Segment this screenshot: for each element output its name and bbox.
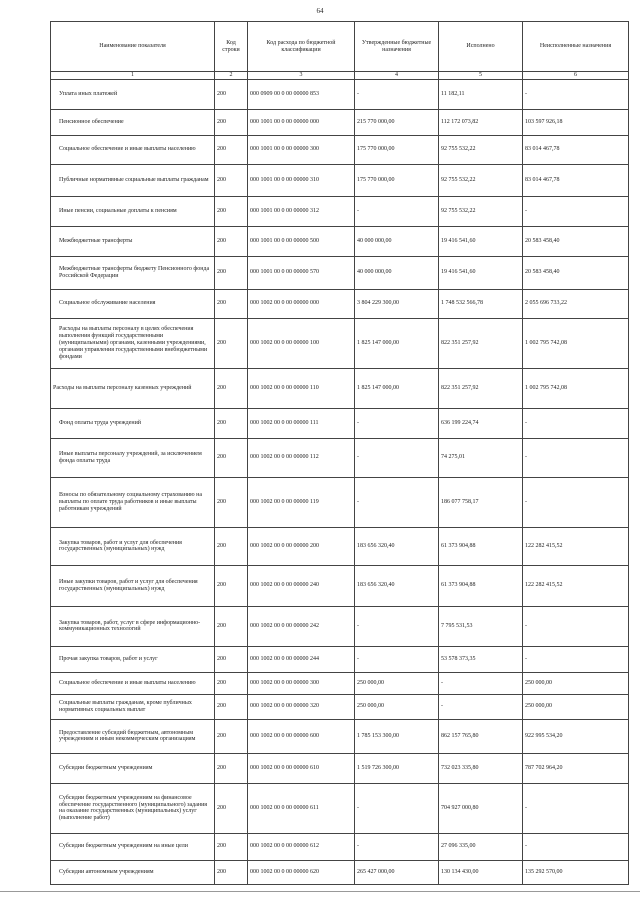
table-row: [51, 289, 629, 318]
table-row: [51, 408, 629, 438]
executed-amount: 61 373 904,88: [439, 565, 523, 606]
column-number: 2: [215, 72, 248, 80]
unexecuted-amount: 787 702 964,20: [523, 753, 629, 783]
approved-amount: 183 656 320,40: [355, 565, 439, 606]
executed-amount: 92 755 532,22: [439, 164, 523, 196]
indicator-name: Субсидии бюджетным учреждениям на иные цели: [51, 833, 215, 860]
column-number-row: [51, 72, 629, 80]
executed-amount: 19 416 541,60: [439, 256, 523, 289]
table-row: [51, 438, 629, 477]
indicator-name: Иные пенсии, социальные доплаты к пенсиям: [51, 196, 215, 226]
table-row: [51, 672, 629, 694]
budget-code: 000 1002 00 0 00 00000 242: [248, 606, 355, 646]
indicator-name: Субсидии бюджетным учреждениям: [51, 753, 215, 783]
unexecuted-amount: -: [523, 408, 629, 438]
approved-amount: 1 519 726 300,00: [355, 753, 439, 783]
budget-code: 000 1002 00 0 00 00000 240: [248, 565, 355, 606]
indicator-name: Межбюджетные трансферты бюджету Пенсионного фонда Российской Федерации: [51, 256, 215, 289]
indicator-name: Прочая закупка товаров, работ и услуг: [51, 646, 215, 672]
line-code: 200: [215, 408, 248, 438]
executed-amount: 862 157 765,80: [439, 719, 523, 753]
executed-amount: 7 795 531,53: [439, 606, 523, 646]
column-number: 1: [51, 72, 215, 80]
line-code: 200: [215, 527, 248, 565]
line-code: 200: [215, 368, 248, 408]
header-executed: Исполнено: [439, 22, 523, 72]
executed-amount: -: [439, 694, 523, 719]
approved-amount: -: [355, 606, 439, 646]
table-row: [51, 860, 629, 884]
unexecuted-amount: -: [523, 833, 629, 860]
executed-amount: -: [439, 672, 523, 694]
indicator-name: Закупка товаров, работ, услуг в сфере информационно-коммуникационных технологий: [51, 606, 215, 646]
indicator-name: Субсидии автономным учреждениям: [51, 860, 215, 884]
line-code: 200: [215, 79, 248, 109]
budget-code: 000 1001 00 0 00 00000 500: [248, 226, 355, 256]
unexecuted-amount: 1 002 795 742,08: [523, 368, 629, 408]
line-code: 200: [215, 783, 248, 833]
line-code: 200: [215, 226, 248, 256]
column-number: 3: [248, 72, 355, 80]
indicator-name: Социальное обслуживание населения: [51, 289, 215, 318]
executed-amount: 186 077 758,17: [439, 477, 523, 527]
line-code: 200: [215, 256, 248, 289]
line-code: 200: [215, 860, 248, 884]
budget-code: 000 1002 00 0 00 00000 611: [248, 783, 355, 833]
executed-amount: 822 351 257,92: [439, 318, 523, 368]
budget-code: 000 1002 00 0 00 00000 620: [248, 860, 355, 884]
line-code: 200: [215, 646, 248, 672]
unexecuted-amount: 250 000,00: [523, 672, 629, 694]
indicator-name: Иные закупки товаров, работ и услуг для обеспечения государственных (муниципальных) нужд: [51, 565, 215, 606]
table-row: [51, 527, 629, 565]
budget-code: 000 1002 00 0 00 00000 600: [248, 719, 355, 753]
executed-amount: 636 199 224,74: [439, 408, 523, 438]
approved-amount: 265 427 000,00: [355, 860, 439, 884]
table-row: [51, 783, 629, 833]
executed-amount: 112 172 073,82: [439, 109, 523, 135]
unexecuted-amount: 922 995 534,20: [523, 719, 629, 753]
page-number: 64: [316, 7, 324, 15]
budget-code: 000 1001 00 0 00 00000 310: [248, 164, 355, 196]
budget-code: 000 1001 00 0 00 00000 300: [248, 135, 355, 164]
unexecuted-amount: 1 002 795 742,08: [523, 318, 629, 368]
line-code: 200: [215, 753, 248, 783]
unexecuted-amount: 83 014 467,78: [523, 164, 629, 196]
indicator-name: Иные выплаты персоналу учреждений, за исключением фонда оплаты труда: [51, 438, 215, 477]
approved-amount: 250 000,00: [355, 694, 439, 719]
budget-code: 000 1002 00 0 00 00000 111: [248, 408, 355, 438]
header-approved: Утвержденные бюджетные назначения: [355, 22, 439, 72]
unexecuted-amount: 20 583 458,40: [523, 226, 629, 256]
indicator-name: Предоставление субсидий бюджетным, автономным учреждениям и иным некоммерческим организациям: [51, 719, 215, 753]
line-code: 200: [215, 833, 248, 860]
indicator-name: Межбюджетные трансферты: [51, 226, 215, 256]
approved-amount: -: [355, 646, 439, 672]
table-row: [51, 477, 629, 527]
header-budget-code: Код расхода по бюджетной классификации: [248, 22, 355, 72]
unexecuted-amount: 135 292 570,00: [523, 860, 629, 884]
executed-amount: 130 134 430,00: [439, 860, 523, 884]
unexecuted-amount: -: [523, 438, 629, 477]
executed-amount: 27 096 335,00: [439, 833, 523, 860]
unexecuted-amount: 20 583 458,40: [523, 256, 629, 289]
executed-amount: 19 416 541,60: [439, 226, 523, 256]
indicator-name: Расходы на выплаты персоналу в целях обеспечения выполнения функций государственными (муниципальными) органами, казенными учреждениями, органами управления государственными внебюджетными фондами: [51, 318, 215, 368]
budget-report-table: [50, 21, 629, 885]
unexecuted-amount: 2 055 696 733,22: [523, 289, 629, 318]
line-code: 200: [215, 196, 248, 226]
indicator-name: Публичные нормативные социальные выплаты гражданам: [51, 164, 215, 196]
budget-code: 000 1002 00 0 00 00000 610: [248, 753, 355, 783]
approved-amount: -: [355, 783, 439, 833]
approved-amount: -: [355, 438, 439, 477]
budget-code: 000 1002 00 0 00 00000 112: [248, 438, 355, 477]
header-indicator-name: Наименование показателя: [51, 22, 215, 72]
approved-amount: 40 000 000,00: [355, 256, 439, 289]
approved-amount: 250 000,00: [355, 672, 439, 694]
table-row: [51, 135, 629, 164]
table-row: [51, 109, 629, 135]
approved-amount: -: [355, 477, 439, 527]
approved-amount: 183 656 320,40: [355, 527, 439, 565]
approved-amount: 1 825 147 000,00: [355, 368, 439, 408]
unexecuted-amount: 83 014 467,78: [523, 135, 629, 164]
table-row: [51, 226, 629, 256]
approved-amount: 175 770 000,00: [355, 135, 439, 164]
indicator-name: Взносы по обязательному социальному страхованию на выплаты по оплате труда работников и иные выплаты работникам учреждений: [51, 477, 215, 527]
executed-amount: 53 578 373,35: [439, 646, 523, 672]
unexecuted-amount: -: [523, 79, 629, 109]
budget-code: 000 1002 00 0 00 00000 320: [248, 694, 355, 719]
indicator-name: Социальное обеспечение и иные выплаты населению: [51, 135, 215, 164]
indicator-name: Расходы на выплаты персоналу казенных учреждений: [51, 368, 215, 408]
indicator-name: Закупка товаров, работ и услуг для обеспечения государственных (муниципальных) нужд: [51, 527, 215, 565]
executed-amount: 11 182,11: [439, 79, 523, 109]
executed-amount: 61 373 904,88: [439, 527, 523, 565]
unexecuted-amount: -: [523, 196, 629, 226]
line-code: 200: [215, 164, 248, 196]
column-number: 6: [523, 72, 629, 80]
approved-amount: -: [355, 833, 439, 860]
table-row: [51, 565, 629, 606]
budget-code: 000 0909 00 0 00 00000 853: [248, 79, 355, 109]
unexecuted-amount: -: [523, 606, 629, 646]
indicator-name: Пенсионное обеспечение: [51, 109, 215, 135]
unexecuted-amount: -: [523, 646, 629, 672]
approved-amount: -: [355, 196, 439, 226]
budget-code: 000 1001 00 0 00 00000 312: [248, 196, 355, 226]
line-code: 200: [215, 109, 248, 135]
budget-code: 000 1002 00 0 00 00000 300: [248, 672, 355, 694]
column-number: 4: [355, 72, 439, 80]
unexecuted-amount: 250 000,00: [523, 694, 629, 719]
table-row: [51, 318, 629, 368]
executed-amount: 92 755 532,22: [439, 135, 523, 164]
line-code: 200: [215, 565, 248, 606]
unexecuted-amount: 122 282 415,52: [523, 527, 629, 565]
page-bottom-rule: [0, 891, 640, 892]
line-code: 200: [215, 477, 248, 527]
executed-amount: 74 275,01: [439, 438, 523, 477]
executed-amount: 732 023 335,80: [439, 753, 523, 783]
executed-amount: 92 755 532,22: [439, 196, 523, 226]
executed-amount: 822 351 257,92: [439, 368, 523, 408]
table-row: [51, 753, 629, 783]
budget-code: 000 1002 00 0 00 00000 244: [248, 646, 355, 672]
line-code: 200: [215, 318, 248, 368]
approved-amount: 40 000 000,00: [355, 226, 439, 256]
budget-code: 000 1002 00 0 00 00000 200: [248, 527, 355, 565]
header-unexecuted: Неисполненные назначения: [523, 22, 629, 72]
approved-amount: 1 825 147 000,00: [355, 318, 439, 368]
indicator-name: Социальные выплаты гражданам, кроме публичных нормативных социальных выплат: [51, 694, 215, 719]
budget-code: 000 1002 00 0 00 00000 110: [248, 368, 355, 408]
line-code: 200: [215, 672, 248, 694]
line-code: 200: [215, 606, 248, 646]
indicator-name: Социальное обеспечение и иные выплаты населению: [51, 672, 215, 694]
approved-amount: 1 785 153 300,00: [355, 719, 439, 753]
approved-amount: -: [355, 79, 439, 109]
table-row: [51, 606, 629, 646]
unexecuted-amount: 122 282 415,52: [523, 565, 629, 606]
indicator-name: Субсидии бюджетным учреждениям на финансовое обеспечение государственного (муниципального) задания на оказание государственных (муниципальных) услуг (выполнение работ): [51, 783, 215, 833]
unexecuted-amount: -: [523, 783, 629, 833]
line-code: 200: [215, 289, 248, 318]
line-code: 200: [215, 719, 248, 753]
indicator-name: Уплата иных платежей: [51, 79, 215, 109]
approved-amount: 215 770 000,00: [355, 109, 439, 135]
unexecuted-amount: -: [523, 477, 629, 527]
unexecuted-amount: 103 597 926,18: [523, 109, 629, 135]
table-row: [51, 833, 629, 860]
budget-code: 000 1002 00 0 00 00000 100: [248, 318, 355, 368]
budget-code: 000 1002 00 0 00 00000 119: [248, 477, 355, 527]
table-row: [51, 719, 629, 753]
executed-amount: 1 748 532 566,78: [439, 289, 523, 318]
line-code: 200: [215, 694, 248, 719]
column-number: 5: [439, 72, 523, 80]
table-row: [51, 368, 629, 408]
approved-amount: 175 770 000,00: [355, 164, 439, 196]
executed-amount: 704 927 000,80: [439, 783, 523, 833]
budget-code: 000 1001 00 0 00 00000 000: [248, 109, 355, 135]
approved-amount: 3 804 229 300,00: [355, 289, 439, 318]
table-row: [51, 164, 629, 196]
approved-amount: -: [355, 408, 439, 438]
table-row: [51, 646, 629, 672]
table-row: [51, 694, 629, 719]
budget-code: 000 1002 00 0 00 00000 000: [248, 289, 355, 318]
budget-code: 000 1002 00 0 00 00000 612: [248, 833, 355, 860]
indicator-name: Фонд оплаты труда учреждений: [51, 408, 215, 438]
line-code: 200: [215, 438, 248, 477]
table-header-row: [51, 22, 629, 72]
line-code: 200: [215, 135, 248, 164]
table-row: [51, 196, 629, 226]
table-row: [51, 79, 629, 109]
budget-code: 000 1001 00 0 00 00000 570: [248, 256, 355, 289]
table-row: [51, 256, 629, 289]
header-line-code: Код строки: [215, 22, 248, 72]
